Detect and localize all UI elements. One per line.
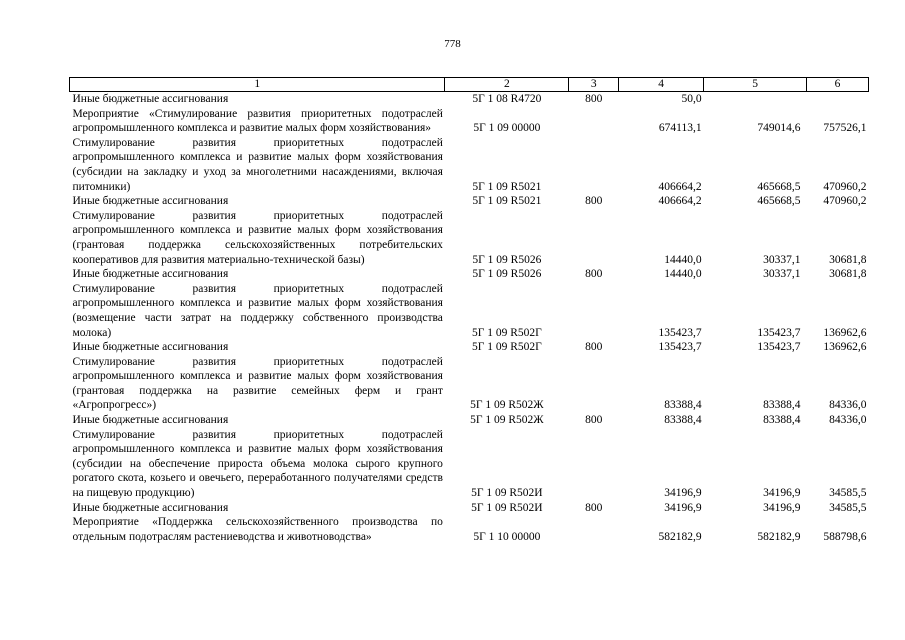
row-expense-type: 800 [585,93,603,105]
row-value-4: 14440,0 [664,253,702,266]
row-value-4: 83388,4 [664,399,702,412]
table-row [70,501,869,516]
row-name: Стимулирование развития приоритетных подотраслей агропромышленного комплекса и развитие малых форм хозяйствования (субсидии на закладку и уход за многолетними насаждениями, включая питомники) [72,136,443,193]
row-expense-type: 800 [585,341,603,354]
row-name: Стимулирование развития приоритетных подотраслей агропромышленного комплекса и развитие малых форм хозяйствования (грантовая поддержка сельскохозяйственных потребительских кооперативов для развития материально-технической базы) [72,209,443,266]
row-value-4: 50,0 [681,93,702,105]
row-expense-type [569,515,619,544]
row-value-5: 34196,9 [763,501,801,514]
row-expense-type [569,428,619,501]
row-code: 5Г 1 09 R502Г [471,341,542,354]
row-name: Стимулирование развития приоритетных подотраслей агропромышленного комплекса и развитие малых форм хозяйствования (грантовая поддержка на развитие семейных ферм и грант «Агропрогресс») [72,355,443,412]
table-header [70,78,869,92]
table-row [70,413,869,428]
row-code: 5Г 1 08 R4720 [472,93,542,105]
row-code: 5Г 1 10 00000 [473,530,541,543]
row-value-6: 588798,6 [823,530,867,543]
column-header-1: 1 [70,78,445,92]
row-value-4: 674113,1 [658,122,702,135]
row-value-5: 30337,1 [763,268,801,281]
row-value-6 [807,92,869,107]
row-name: Иные бюджетные ассигнования [72,341,229,354]
table-row [70,92,869,107]
row-value-4: 406664,2 [658,195,702,208]
column-header-6: 6 [807,78,869,92]
row-code: 5Г 1 09 R502Ж [470,414,544,427]
table-row [70,209,869,267]
row-value-5: 83388,4 [763,414,801,427]
row-expense-type: 800 [585,268,603,281]
row-value-6: 84336,0 [829,399,867,412]
row-name: Мероприятие «Поддержка сельскохозяйственного производства по отдельным подотраслям растениеводства и животноводства» [72,516,443,543]
row-value-6: 470960,2 [823,195,867,208]
row-value-5: 582182,9 [757,530,801,543]
row-code: 5Г 1 09 00000 [473,122,541,135]
row-expense-type [569,107,619,136]
row-name: Стимулирование развития приоритетных подотраслей агропромышленного комплекса и развитие малых форм хозяйствования (возмещение части затрат на поддержку собственного производства молока) [72,282,443,339]
row-code: 5Г 1 09 R502Г [471,326,542,339]
row-expense-type: 800 [585,414,603,427]
row-code: 5Г 1 09 R502И [471,501,543,514]
table-row [70,267,869,282]
column-header-4: 4 [619,78,704,92]
row-value-5: 135423,7 [757,326,801,339]
row-expense-type [569,355,619,413]
row-value-6: 757526,1 [823,122,867,135]
row-expense-type: 800 [585,195,603,208]
row-name: Мероприятие «Стимулирование развития приоритетных подотраслей агропромышленного комплекса и развитие малых форм хозяйствования» [72,107,443,135]
row-value-4: 83388,4 [664,414,702,427]
table-row [70,340,869,355]
row-value-6: 30681,8 [829,268,867,281]
row-code: 5Г 1 09 R5021 [472,195,542,208]
row-value-5: 135423,7 [757,341,801,354]
row-value-5: 30337,1 [763,253,801,266]
row-value-5 [704,92,807,107]
row-expense-type: 800 [585,501,603,514]
row-name: Иные бюджетные ассигнования [72,501,229,514]
row-code: 5Г 1 09 R502Ж [470,399,544,412]
row-value-5: 749014,6 [757,122,801,135]
row-value-5: 83388,4 [763,399,801,412]
row-code: 5Г 1 09 R5026 [472,268,542,281]
row-expense-type [569,209,619,267]
row-name: Иные бюджетные ассигнования [72,414,229,427]
row-name: Иные бюджетные ассигнования [72,93,229,105]
row-value-6: 470960,2 [823,180,867,193]
header-row [70,78,869,92]
table-body [70,92,869,545]
row-name: Стимулирование развития приоритетных подотраслей агропромышленного комплекса и развитие малых форм хозяйствования (субсидии на обеспечение прироста объема молока сырого крупного рогатого скота, козьего и овечьего, переработанного получателями средств на пищевую продукцию) [72,428,443,500]
row-value-6: 136962,6 [823,341,867,354]
row-value-6: 30681,8 [829,253,867,266]
column-header-2: 2 [445,78,569,92]
row-name: Иные бюджетные ассигнования [72,195,229,208]
row-value-6: 34585,5 [829,487,867,500]
row-value-5: 465668,5 [757,180,801,193]
row-value-6: 136962,6 [823,326,867,339]
table-row [70,515,869,544]
table-row [70,194,869,209]
row-value-5: 465668,5 [757,195,801,208]
row-value-4: 34196,9 [664,501,702,514]
column-header-3: 3 [569,78,619,92]
row-value-4: 135423,7 [658,326,702,339]
row-code: 5Г 1 09 R502И [471,487,543,500]
table-row [70,136,869,194]
table-row [70,355,869,413]
row-expense-type [569,282,619,340]
row-value-4: 135423,7 [658,341,702,354]
table-row [70,107,869,136]
row-value-6: 34585,5 [829,501,867,514]
row-value-5: 34196,9 [763,487,801,500]
row-name: Иные бюджетные ассигнования [72,268,229,281]
row-value-4: 14440,0 [664,268,702,281]
page-number: 778 [444,38,461,50]
budget-table [69,77,869,544]
column-header-5: 5 [704,78,807,92]
row-value-4: 34196,9 [664,487,702,500]
row-code: 5Г 1 09 R5026 [472,253,542,266]
row-code: 5Г 1 09 R5021 [472,180,542,193]
table-row [70,282,869,340]
row-expense-type [569,136,619,194]
row-value-6: 84336,0 [829,414,867,427]
table-row [70,428,869,501]
row-value-4: 406664,2 [658,180,702,193]
row-value-4: 582182,9 [658,530,702,543]
